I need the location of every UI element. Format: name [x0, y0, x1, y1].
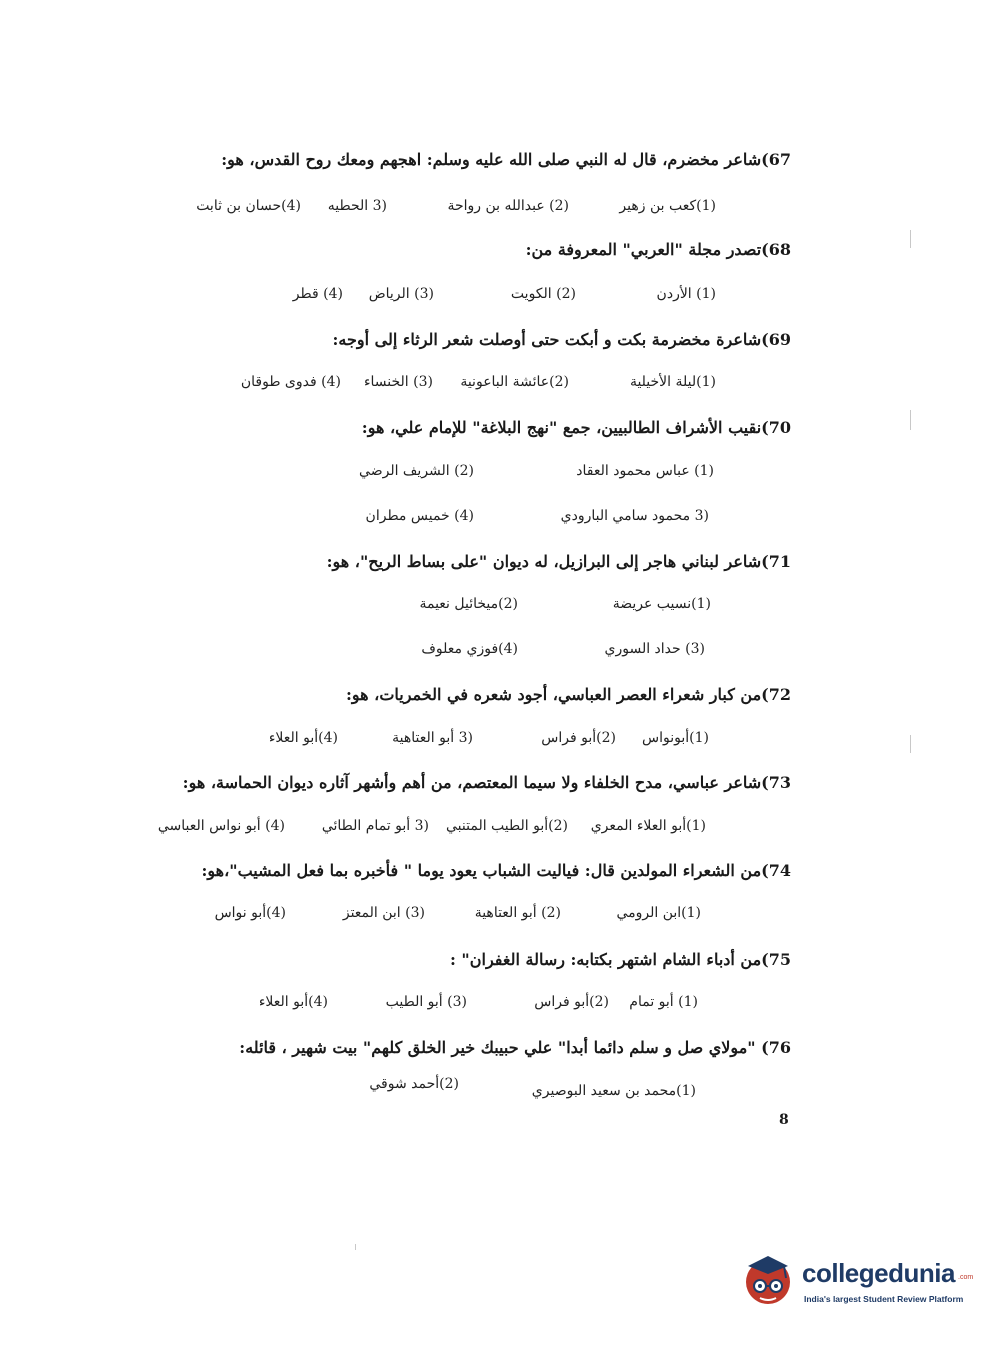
question-76: 76) "مولاي صل و سلم دائما أبدا" علي حبيبك خير الخلق كلهم" بيت شهير ، قائله: [239, 1038, 791, 1057]
question-69: 69)شاعرة مخضرمة بكت و أبكت حتى أوصلت شعر الرثاء إلى أوجه: [332, 330, 791, 349]
question-73: 73)شاعر عباسي، مدح الخلفاء ولا سيما المعتصم، من أهم وأشهر آثاره ديوان الحماسة، هو: [182, 773, 791, 792]
question-67: 67)شاعر مخضرم، قال له النبي صلى الله عليه وسلم: اهجهم ومعك روح القدس، هو: [221, 150, 791, 169]
q71-option-4: (4)فوزي معلوف [421, 641, 518, 657]
q68-option-1: (1) الأردن [656, 286, 716, 302]
scan-mark [910, 410, 911, 430]
q68-option-2: (2) الكويت [510, 286, 576, 302]
q75-option-2: (2)أبو فراس [534, 994, 609, 1010]
q69-option-3: (3) الخنساء [363, 374, 433, 390]
question-74: 74)من الشعراء المولدين قال: فياليت الشباب يعود يوما " فأخبره بما فعل المشيب"،هو: [201, 861, 791, 880]
q67-option-3: (3 الحطيه [327, 198, 387, 214]
q75-option-4: (4)أبو العلاء [258, 994, 328, 1010]
q67-option-2: (2) عبدالله بن رواحة [447, 198, 569, 214]
q70-option-3: (3 محمود سامي البارودي [560, 508, 709, 524]
logo-domain: .com [958, 1274, 974, 1281]
q74-option-1: (1)ابن الرومي [616, 905, 701, 921]
collegedunia-logo [740, 1248, 974, 1318]
q68-option-3: (3) الرياض [368, 286, 434, 302]
q71-option-2: (2)ميخائيل نعيمة [419, 596, 518, 612]
q70-option-1: (1) عباس محمود العقاد [576, 463, 714, 479]
scan-mark [355, 1244, 356, 1250]
q72-option-2: (2)أبو فراس [541, 730, 616, 746]
q69-option-2: (2)عائشة الباعونية [460, 374, 569, 390]
q71-option-3: (3) حداد السوري [604, 641, 705, 657]
q73-option-1: (1)أبو العلاء المعري [590, 818, 706, 834]
q69-option-4: (4) فدوى طوقان [240, 374, 341, 390]
q72-option-1: (1)أبونواس [642, 730, 709, 746]
q67-option-4: (4)حسان بن ثابت [196, 198, 301, 214]
question-70: 70)نقيب الأشراف الطالبيين، جمع "نهج البلاغة" للإمام علي، هو: [361, 418, 791, 437]
mascot-logo-icon [740, 1252, 796, 1308]
question-75: 75)من أدباء الشام اشتهر بكتابه: رسالة الغفران" : [449, 950, 791, 969]
question-72: 72)من كبار شعراء العصر العباسي، أجود شعره في الخمريات، هو: [345, 685, 791, 704]
scan-mark [910, 735, 911, 753]
q70-option-4: (4) خميس مطران [365, 508, 474, 524]
q68-option-4: (4) قطر [292, 286, 343, 302]
q76-option-2: (2)أحمد شوقي [369, 1076, 459, 1092]
q72-option-3: (3 أبو العتاهية [392, 730, 473, 746]
question-68: 68)تصدر مجلة "العربي" المعروفة من: [525, 240, 791, 259]
q73-option-2: (2)أبو الطيب المتنبي [446, 818, 568, 834]
q72-option-4: (4)أبو العلاء [268, 730, 338, 746]
page-number: 8 [779, 1112, 789, 1128]
q69-option-1: (1)ليلة الأخيلية [629, 374, 716, 390]
q74-option-3: (3) ابن المعتز [342, 905, 425, 921]
q70-option-2: (2) الشريف الرضي [359, 463, 474, 479]
q74-option-4: (4)أبو نواس [214, 905, 286, 921]
q75-option-3: (3) أبو الطيب [385, 994, 467, 1010]
scan-mark [910, 230, 911, 248]
q67-option-1: (1)كعب بن زهير [619, 198, 716, 214]
q76-option-1: (1)محمد بن سعيد البوصيري [531, 1083, 696, 1099]
q75-option-1: (1) أبو تمام [629, 994, 698, 1010]
logo-tagline: India's largest Student Review Platform [804, 1294, 964, 1304]
question-71: 71)شاعر لبناني هاجر إلى البرازيل، له ديوان "على بساط الريح"، هو: [326, 552, 791, 571]
q73-option-3: (3 أبو تمام الطائي [321, 818, 429, 834]
q71-option-1: (1)نسيب عريضة [612, 596, 711, 612]
q74-option-2: (2) أبو العتاهية [474, 905, 561, 921]
q73-option-4: (4) أبو نواس العباسي [157, 818, 285, 834]
logo-name: collegedunia [802, 1258, 955, 1288]
